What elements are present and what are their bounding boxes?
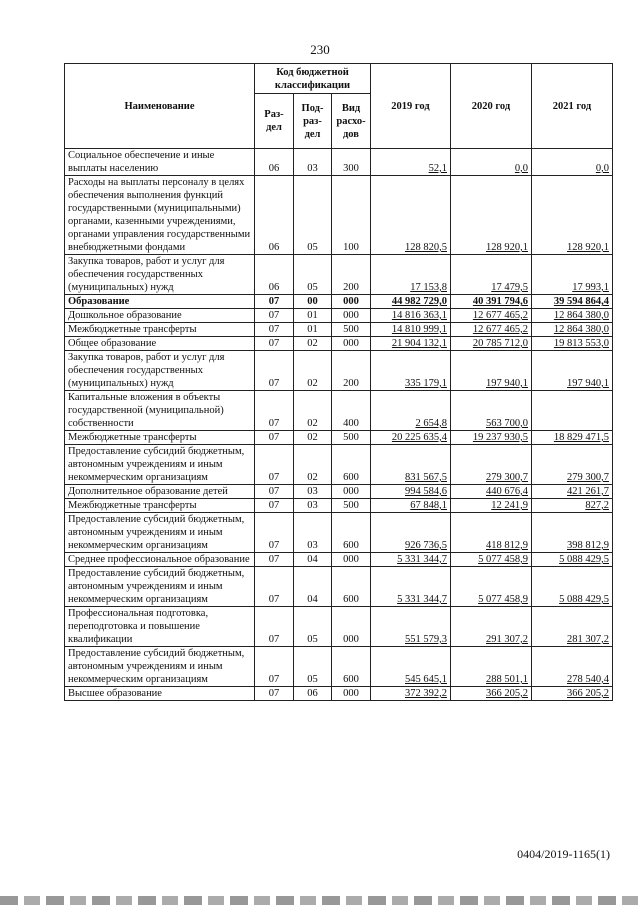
cell-name: Закупка товаров, работ и услуг для обеспечения государственных (муниципальных) нужд (65, 351, 255, 391)
cell-2021 (532, 391, 613, 431)
cell-name: Дополнительное образование детей (65, 485, 255, 499)
cell-2019: 335 179,1 (371, 351, 451, 391)
table-row (65, 607, 613, 647)
header-2019: 2019 год (371, 64, 451, 149)
table-row (65, 295, 613, 309)
cell-2019: 545 645,1 (371, 647, 451, 687)
cell-razdel: 07 (255, 323, 294, 337)
cell-vid: 500 (332, 323, 371, 337)
cell-2019: 128 820,5 (371, 176, 451, 255)
table-row (65, 309, 613, 323)
cell-2020: 20 785 712,0 (451, 337, 532, 351)
scan-edge (0, 896, 640, 905)
cell-2019: 5 331 344,7 (371, 553, 451, 567)
table-row (65, 323, 613, 337)
cell-name: Капитальные вложения в объекты государственной (муниципальной) собственности (65, 391, 255, 431)
header-podrazdel: Под- раз- дел (294, 94, 332, 149)
cell-name: Высшее образование (65, 687, 255, 701)
cell-razdel: 07 (255, 567, 294, 607)
cell-name: Расходы на выплаты персоналу в целях обеспечения выполнения функций государственными (муниципальными) органами, казенными учреждениями, органами управления государственными внебюджетными фондами (65, 176, 255, 255)
cell-2020: 291 307,2 (451, 607, 532, 647)
cell-vid: 000 (332, 309, 371, 323)
cell-razdel: 07 (255, 607, 294, 647)
cell-2020: 12 677 465,2 (451, 323, 532, 337)
cell-2020: 440 676,4 (451, 485, 532, 499)
cell-2020: 563 700,0 (451, 391, 532, 431)
table-header (65, 64, 613, 149)
cell-vid: 000 (332, 607, 371, 647)
cell-2020: 17 479,5 (451, 255, 532, 295)
cell-vid: 600 (332, 567, 371, 607)
cell-name: Общее образование (65, 337, 255, 351)
table-row (65, 647, 613, 687)
cell-podrazdel: 05 (294, 607, 332, 647)
cell-name: Образование (65, 295, 255, 309)
cell-2019: 44 982 729,0 (371, 295, 451, 309)
cell-podrazdel: 02 (294, 445, 332, 485)
cell-2021: 12 864 380,0 (532, 323, 613, 337)
cell-razdel: 07 (255, 309, 294, 323)
cell-podrazdel: 05 (294, 647, 332, 687)
cell-2021: 398 812,9 (532, 513, 613, 553)
cell-2019: 2 654,8 (371, 391, 451, 431)
table-row (65, 513, 613, 553)
cell-vid: 200 (332, 255, 371, 295)
cell-podrazdel: 01 (294, 309, 332, 323)
table-row (65, 431, 613, 445)
cell-vid: 600 (332, 513, 371, 553)
cell-podrazdel: 00 (294, 295, 332, 309)
cell-2020: 12 241,9 (451, 499, 532, 513)
cell-razdel: 07 (255, 351, 294, 391)
cell-vid: 000 (332, 295, 371, 309)
cell-2019: 20 225 635,4 (371, 431, 451, 445)
cell-podrazdel: 04 (294, 567, 332, 607)
cell-vid: 200 (332, 351, 371, 391)
cell-name: Закупка товаров, работ и услуг для обеспечения государственных (муниципальных) нужд (65, 255, 255, 295)
cell-razdel: 07 (255, 485, 294, 499)
budget-table (64, 63, 613, 701)
cell-2019: 926 736,5 (371, 513, 451, 553)
cell-podrazdel: 05 (294, 255, 332, 295)
cell-razdel: 07 (255, 513, 294, 553)
header-2021: 2021 год (532, 64, 613, 149)
cell-razdel: 07 (255, 431, 294, 445)
cell-name: Предоставление субсидий бюджетным, автономным учреждениям и иным некоммерческим организациям (65, 567, 255, 607)
header-2020: 2020 год (451, 64, 532, 149)
cell-name: Среднее профессиональное образование (65, 553, 255, 567)
cell-2019: 52,1 (371, 149, 451, 176)
cell-2020: 40 391 794,6 (451, 295, 532, 309)
cell-vid: 500 (332, 499, 371, 513)
cell-vid: 600 (332, 445, 371, 485)
cell-2020: 418 812,9 (451, 513, 532, 553)
cell-2021: 12 864 380,0 (532, 309, 613, 323)
cell-razdel: 07 (255, 337, 294, 351)
table-row (65, 553, 613, 567)
cell-2020: 128 920,1 (451, 176, 532, 255)
table-row (65, 176, 613, 255)
cell-2019: 831 567,5 (371, 445, 451, 485)
cell-razdel: 07 (255, 445, 294, 485)
cell-2021: 5 088 429,5 (532, 553, 613, 567)
cell-2021: 366 205,2 (532, 687, 613, 701)
cell-razdel: 07 (255, 499, 294, 513)
cell-vid: 400 (332, 391, 371, 431)
cell-razdel: 06 (255, 255, 294, 295)
cell-2019: 67 848,1 (371, 499, 451, 513)
cell-2021: 278 540,4 (532, 647, 613, 687)
cell-2020: 12 677 465,2 (451, 309, 532, 323)
cell-name: Дошкольное образование (65, 309, 255, 323)
cell-2021: 421 261,7 (532, 485, 613, 499)
cell-name: Межбюджетные трансферты (65, 323, 255, 337)
table-row (65, 391, 613, 431)
cell-2021: 5 088 429,5 (532, 567, 613, 607)
cell-name: Межбюджетные трансферты (65, 431, 255, 445)
cell-razdel: 07 (255, 687, 294, 701)
cell-2020: 366 205,2 (451, 687, 532, 701)
cell-2019: 14 816 363,1 (371, 309, 451, 323)
cell-razdel: 07 (255, 391, 294, 431)
cell-vid: 100 (332, 176, 371, 255)
cell-podrazdel: 01 (294, 323, 332, 337)
cell-vid: 500 (332, 431, 371, 445)
cell-razdel: 07 (255, 295, 294, 309)
cell-podrazdel: 05 (294, 176, 332, 255)
cell-2021: 128 920,1 (532, 176, 613, 255)
cell-name: Предоставление субсидий бюджетным, автономным учреждениям и иным некоммерческим организациям (65, 647, 255, 687)
cell-2019: 14 810 999,1 (371, 323, 451, 337)
table-row (65, 445, 613, 485)
cell-podrazdel: 02 (294, 431, 332, 445)
cell-podrazdel: 02 (294, 391, 332, 431)
table-row (65, 351, 613, 391)
cell-vid: 000 (332, 485, 371, 499)
cell-vid: 000 (332, 553, 371, 567)
cell-podrazdel: 02 (294, 337, 332, 351)
cell-2021: 197 940,1 (532, 351, 613, 391)
cell-razdel: 06 (255, 149, 294, 176)
cell-2019: 21 904 132,1 (371, 337, 451, 351)
cell-name: Социальное обеспечение и иные выплаты населению (65, 149, 255, 176)
header-code-group: Код бюджетной классификации (255, 64, 371, 94)
cell-vid: 000 (332, 337, 371, 351)
cell-razdel: 07 (255, 553, 294, 567)
table-row (65, 687, 613, 701)
cell-2020: 288 501,1 (451, 647, 532, 687)
table-row (65, 255, 613, 295)
cell-2020: 5 077 458,9 (451, 567, 532, 607)
cell-2021: 17 993,1 (532, 255, 613, 295)
cell-name: Профессиональная подготовка, переподготовка и повышение квалификации (65, 607, 255, 647)
cell-2021: 0,0 (532, 149, 613, 176)
page-number: 230 (310, 42, 330, 57)
cell-vid: 300 (332, 149, 371, 176)
header-name: Наименование (65, 64, 255, 149)
table-row (65, 337, 613, 351)
cell-2019: 5 331 344,7 (371, 567, 451, 607)
cell-name: Предоставление субсидий бюджетным, автономным учреждениям и иным некоммерческим организациям (65, 513, 255, 553)
cell-podrazdel: 02 (294, 351, 332, 391)
cell-podrazdel: 03 (294, 149, 332, 176)
cell-2021: 18 829 471,5 (532, 431, 613, 445)
cell-2021: 281 307,2 (532, 607, 613, 647)
cell-vid: 600 (332, 647, 371, 687)
header-razdel: Раз- дел (255, 94, 294, 149)
table-body (65, 149, 613, 701)
cell-name: Межбюджетные трансферты (65, 499, 255, 513)
cell-razdel: 07 (255, 647, 294, 687)
cell-2020: 279 300,7 (451, 445, 532, 485)
cell-podrazdel: 06 (294, 687, 332, 701)
document-code: 0404/2019-1165(1) (517, 847, 610, 861)
cell-podrazdel: 03 (294, 499, 332, 513)
cell-2021: 827,2 (532, 499, 613, 513)
cell-vid: 000 (332, 687, 371, 701)
table-row (65, 499, 613, 513)
cell-2021: 19 813 553,0 (532, 337, 613, 351)
cell-podrazdel: 04 (294, 553, 332, 567)
table-row (65, 567, 613, 607)
cell-2019: 994 584,6 (371, 485, 451, 499)
cell-2019: 551 579,3 (371, 607, 451, 647)
cell-2019: 17 153,8 (371, 255, 451, 295)
header-vid: Вид расхо- дов (332, 94, 371, 149)
cell-2020: 197 940,1 (451, 351, 532, 391)
cell-podrazdel: 03 (294, 513, 332, 553)
cell-podrazdel: 03 (294, 485, 332, 499)
cell-razdel: 06 (255, 176, 294, 255)
cell-2019: 372 392,2 (371, 687, 451, 701)
cell-2020: 0,0 (451, 149, 532, 176)
cell-2021: 279 300,7 (532, 445, 613, 485)
cell-2021: 39 594 864,4 (532, 295, 613, 309)
cell-2020: 5 077 458,9 (451, 553, 532, 567)
cell-name: Предоставление субсидий бюджетным, автономным учреждениям и иным некоммерческим организациям (65, 445, 255, 485)
table-row (65, 149, 613, 176)
cell-2020: 19 237 930,5 (451, 431, 532, 445)
table-row (65, 485, 613, 499)
